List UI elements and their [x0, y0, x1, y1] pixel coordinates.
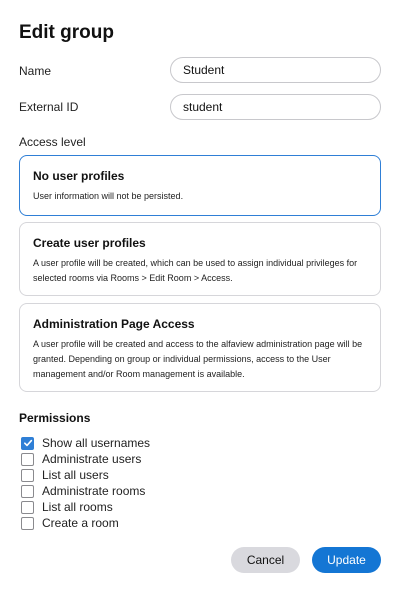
permission-label: Show all usernames: [42, 436, 151, 450]
access-option-create-user-profiles[interactable]: [19, 222, 381, 296]
permission-create-a-room[interactable]: [21, 516, 119, 530]
checkbox-checked[interactable]: [21, 437, 34, 450]
permission-administrate-rooms[interactable]: [21, 484, 145, 498]
permissions-title: Permissions: [19, 411, 91, 425]
permission-list-all-users[interactable]: [21, 468, 109, 482]
permission-show-all-usernames[interactable]: [21, 436, 150, 450]
name-label: Name: [19, 64, 52, 78]
external-id-label: External ID: [19, 100, 79, 114]
name-input[interactable]: [170, 57, 381, 83]
access-option-administration-page-access[interactable]: [19, 303, 381, 392]
cancel-button[interactable]: Cancel: [231, 547, 300, 573]
access-option-title: Administration Page Access: [33, 317, 195, 331]
access-option-no-user-profiles[interactable]: [19, 155, 381, 216]
checkbox-unchecked[interactable]: [21, 485, 34, 498]
access-option-title: Create user profiles: [33, 236, 146, 250]
access-option-title: No user profiles: [33, 169, 125, 183]
access-option-description: A user profile will be created, which can be used to assign individual privileges for selected rooms via Rooms > Edit Room > Access.: [33, 258, 358, 283]
access-option-description: User information will not be persisted.: [33, 191, 184, 201]
permission-label: List all users: [42, 468, 109, 482]
checkmark-icon: [23, 438, 33, 448]
checkbox-unchecked[interactable]: [21, 453, 34, 466]
checkbox-unchecked[interactable]: [21, 501, 34, 514]
checkbox-unchecked[interactable]: [21, 469, 34, 482]
update-button[interactable]: Update: [312, 547, 381, 573]
permission-list-all-rooms[interactable]: [21, 500, 113, 514]
permission-label: Administrate users: [42, 452, 142, 466]
external-id-input[interactable]: [170, 94, 381, 120]
access-option-description: A user profile will be created and access to the alfaview administration page will be granted. Depending on group or individual permissions, access to the User management and/or Room management is available.: [33, 339, 363, 379]
permission-label: List all rooms: [42, 500, 113, 514]
permission-label: Administrate rooms: [42, 484, 146, 498]
checkbox-unchecked[interactable]: [21, 517, 34, 530]
permission-label: Create a room: [42, 516, 119, 530]
permission-administrate-users[interactable]: [21, 452, 141, 466]
access-level-label: Access level: [19, 135, 86, 149]
dialog-title: Edit group: [19, 22, 114, 43]
